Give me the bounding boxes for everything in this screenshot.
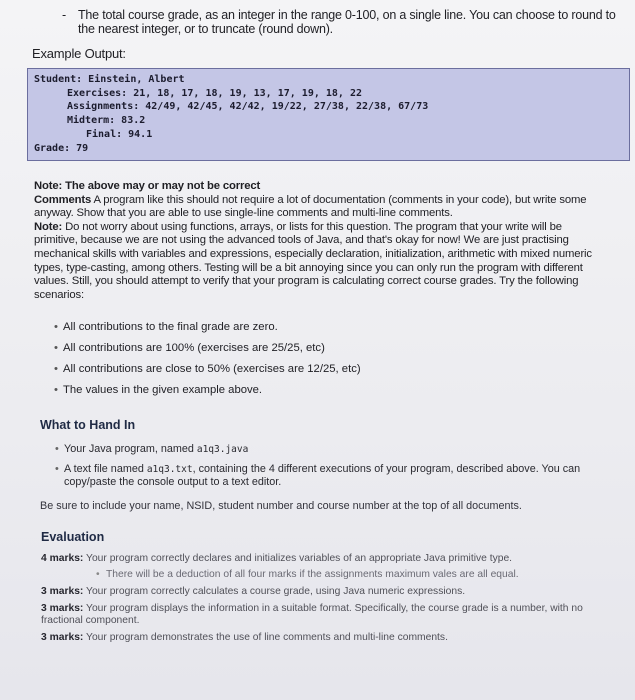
code-line-final: Final: 94.1 (86, 128, 153, 140)
note-correctness: Note: The above may or may not be correct (34, 180, 261, 192)
example-output-label: Example Output: (32, 46, 126, 61)
grade-output-requirement (62, 8, 622, 36)
code-line-exercises: Exercises: 21, 18, 17, 18, 19, 13, 17, 19, 18, 22 (67, 87, 363, 99)
hand-in-item-text: , containing the 4 different executions of your program, described above. You can copy/paste the console output to a text editor. (64, 462, 581, 488)
hand-in-heading: What to Hand In (40, 418, 136, 432)
comments-label: Comments (34, 193, 92, 206)
hand-in-list (55, 443, 595, 495)
note-paragraph (34, 221, 594, 303)
test-scenarios-list (54, 321, 554, 405)
scenario-item: • All contributions are 100% (exercises are 25/25, etc) (54, 342, 554, 363)
marks-label: 4 marks: (41, 553, 84, 564)
hand-in-item-text: A text file named (64, 462, 147, 475)
evaluation-text: Your program demonstrates the use of line comments and multi-line comments. (83, 632, 448, 643)
scenario-item: • All contributions are close to 50% (exercises are 12/25, etc) (54, 363, 554, 384)
evaluation-heading: Evaluation (41, 530, 105, 544)
hand-in-item-text: Your Java program, named (64, 443, 197, 455)
evaluation-item (41, 603, 601, 627)
scenario-item: • The values in the given example above. (54, 384, 554, 405)
code-line-assignments: Assignments: 42/49, 42/45, 42/42, 19/22, 27/38, 22/38, 67/73 (67, 101, 429, 113)
example-output-code-block (27, 68, 630, 161)
code-line-student: Student: Einstein, Albert (34, 74, 185, 85)
java-filename: a1q3.java (196, 444, 249, 455)
evaluation-text: Your program correctly declares and initializes variables of an appropriate Java primitive type. (83, 553, 513, 564)
instructions-body (34, 180, 594, 302)
marks-label: 3 marks: (41, 586, 84, 597)
evaluation-item (41, 553, 601, 581)
txt-filename: a1q3.txt (146, 463, 193, 475)
evaluation-item (41, 632, 601, 644)
note-label: Note: (34, 220, 63, 233)
comments-paragraph (34, 194, 594, 221)
note-text: Do not worry about using functions, arrays, or lists for this question. The program that your write will be primitive, because we are not using the advanced tools of Java, and that's okay for now! We are just practising mechanical skills with variables and expressions, especially declaration, initialization, arithmetic with mixed numeric types, type-casting, among others. Testing will be a bit annoying since you can only run the program with different values. Still, you should attempt to verify that your program is calculating correct course grades. Try the following scenarios: (34, 220, 592, 301)
marks-label: 3 marks: (41, 603, 84, 614)
evaluation-text: Your program displays the information in a suitable format. Specifically, the course grade is a number, with no fractional component. (41, 603, 583, 626)
evaluation-list (41, 553, 601, 649)
evaluation-text: Your program correctly calculates a course grade, using Java numeric expressions. (83, 586, 466, 597)
scenario-item: • All contributions to the final grade are zero. (54, 321, 554, 342)
evaluation-item (41, 586, 601, 598)
hand-in-item-textfile (55, 463, 595, 489)
hand-in-item-program (55, 443, 595, 457)
evaluation-subnote: • There will be a deduction of all four marks if the assignments maximum vales are all equal. (41, 569, 601, 581)
comments-text: A program like this should not require a lot of documentation (comments in your code), but write some anyway. Show that you are able to use single-line comments and multi-line comments. (34, 193, 587, 220)
marks-label: 3 marks: (41, 632, 84, 643)
requirement-text: The total course grade, as an integer in the range 0-100, on a single line. You can choose to round to the nearest integer, or to truncate (round down). (78, 8, 616, 36)
include-name-note: Be sure to include your name, NSID, student number and course number at the top of all documents. (40, 500, 522, 512)
code-line-grade: Grade: 79 (34, 142, 89, 154)
dash-marker: - (62, 8, 66, 22)
code-line-midterm: Midterm: 83.2 (67, 115, 146, 127)
